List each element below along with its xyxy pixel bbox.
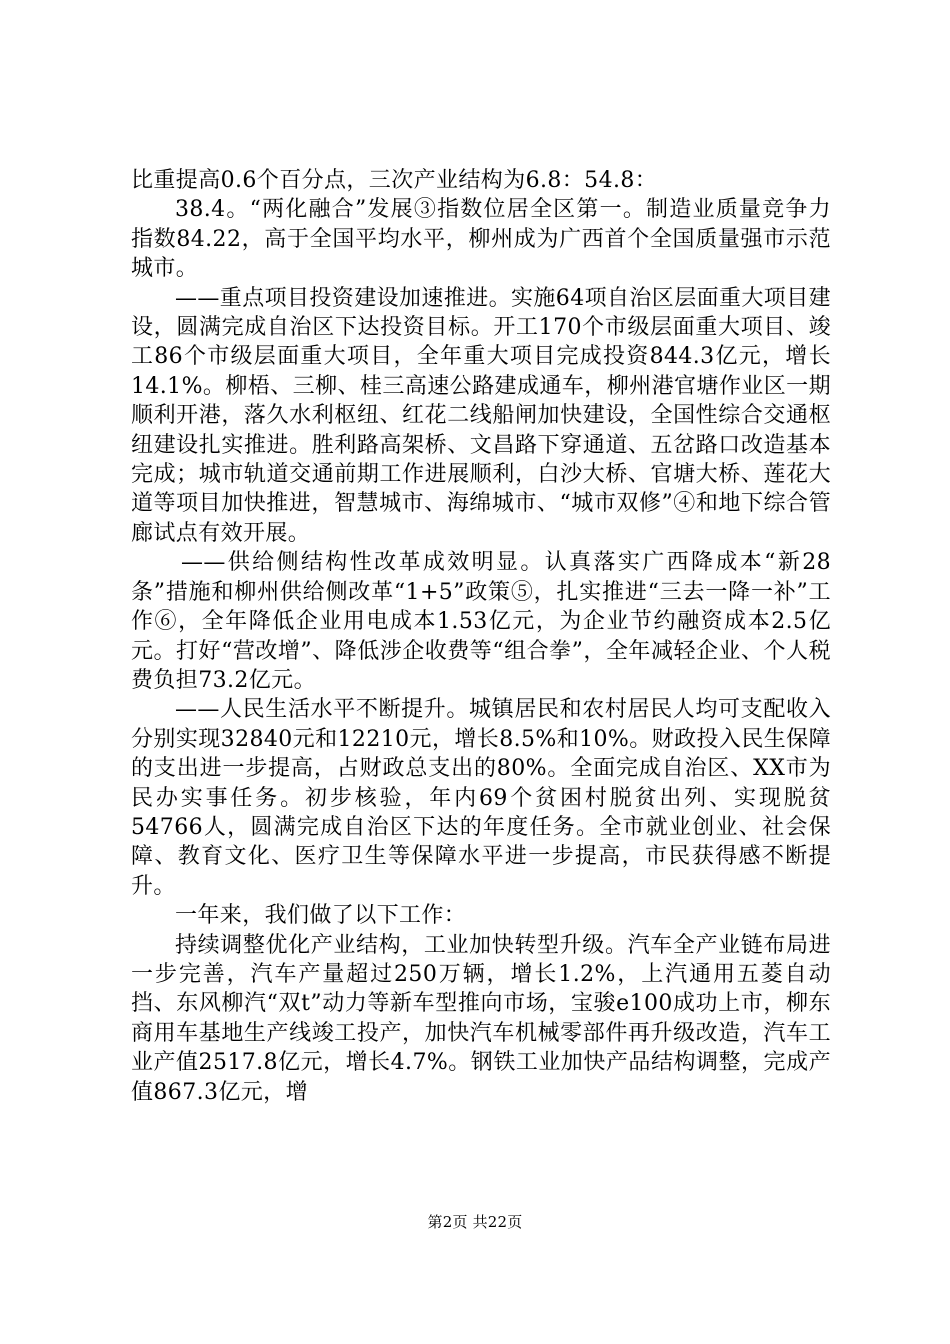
page-footer: 第2页 共22页: [427, 1213, 523, 1231]
paragraph-work-intro: 一年来，我们做了以下工作：: [175, 903, 467, 929]
document-body: [131, 166, 831, 1107]
paragraph-continuation: 比重提高0.6个百分点，三次产业结构为6.8：54.8：: [131, 168, 658, 193]
paragraph-quality-index: 38.4。“两化融合”发展③指数位居全区第一。制造业质量竞争力指数84.22，高于全国平均水平，柳州成为广西首个全国质量强市示范城市。: [131, 197, 831, 282]
paragraph-living-standards: ——人民生活水平不断提升。城镇居民和农村居民人均可支配收入分别实现32840元和12210元，增长8.5%和10%。财政投入民生保障的支出进一步提高，占财政总支出的80%。全面完成自治区、XX市为民办实事任务。初步核验，年内69个贫困村脱贫出列、实现脱贫54766人，圆满完成自治区下达的年度任务。全市就业创业、社会保障、教育文化、医疗卫生等保障水平进一步提高，市民获得感不断提升。: [131, 697, 831, 899]
paragraph-supply-side-reform: ——供给侧结构性改革成效明显。认真落实广西降成本“新28条”措施和柳州供给侧改革“1+5”政策⑤，扎实推进“三去一降一补”工作⑥，全年降低企业用电成本1.53亿元，为企业节约融资成本2.5亿元。打好“营改增”、降低涉企收费等“组合拳”，全年减轻企业、个人税费负担73.2亿元。: [131, 550, 831, 693]
paragraph-industry-structure: 持续调整优化产业结构，工业加快转型升级。汽车全产业链布局进一步完善，汽车产量超过250万辆，增长1.2%，上汽通用五菱自动挡、东风柳汽“双t”动力等新车型推向市场，宝骏e100成功上市，柳东商用车基地生产线竣工投产，加快汽车机械零部件再升级改造，汽车工业产值2517.8亿元，增长4.7%。钢铁工业加快产品结构调整，完成产值867.3亿元，增: [131, 932, 831, 1105]
paragraph-key-projects: ——重点项目投资建设加速推进。实施64项自治区层面重大项目建设，圆满完成自治区下达投资目标。开工170个市级层面重大项目、竣工86个市级层面重大项目，全年重大项目完成投资844.3亿元，增长14.1%。柳梧、三柳、桂三高速公路建成通车，柳州港官塘作业区一期顺利开港，落久水利枢纽、红花二线船闸加快建设，全国性综合交通枢纽建设扎实推进。胜利路高架桥、文昌路下穿通道、五岔路口改造基本完成；城市轨道交通前期工作进展顺利，白沙大桥、官塘大桥、莲花大道等项目加快推进，智慧城市、海绵城市、“城市双修”④和地下综合管廊试点有效开展。: [131, 285, 831, 546]
